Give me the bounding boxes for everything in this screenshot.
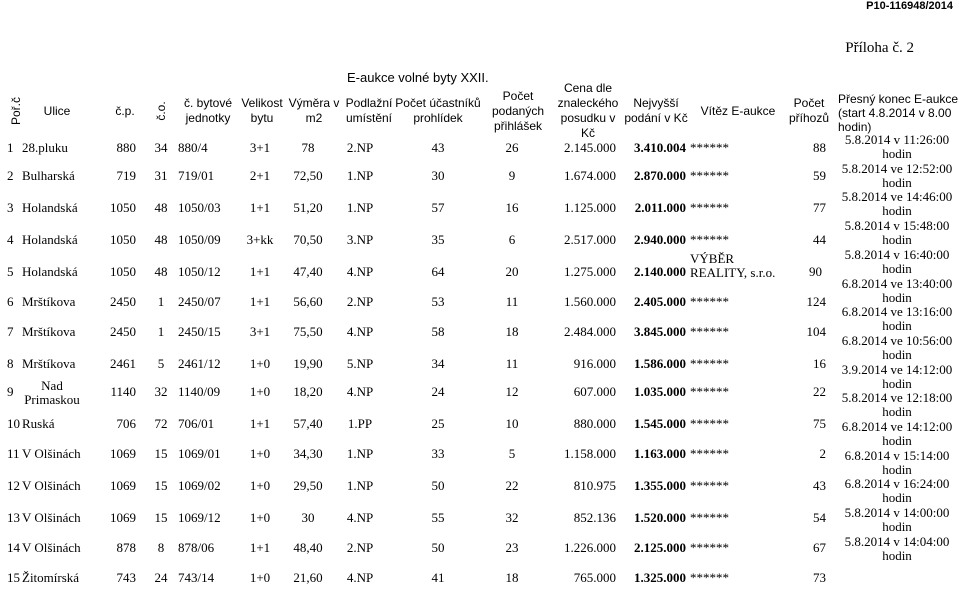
cell-vym: 51,20 bbox=[293, 200, 323, 215]
cell-cena: 852.136 bbox=[573, 510, 616, 525]
table-row bbox=[0, 162, 836, 190]
cell-uc: 64 bbox=[431, 264, 445, 279]
cell-cp: 1069 bbox=[110, 446, 136, 461]
cell-prih: 22 bbox=[813, 384, 826, 399]
cell-pr: 18 bbox=[505, 324, 519, 339]
table-row bbox=[0, 534, 836, 562]
cell-prih: 67 bbox=[813, 540, 826, 555]
cell-cp: 719 bbox=[116, 168, 136, 183]
cell-nej: 2.940.000 bbox=[634, 232, 686, 247]
cell-vym: 18,20 bbox=[293, 384, 323, 399]
table-row bbox=[0, 251, 836, 286]
table-row bbox=[0, 194, 836, 222]
cell-pod: 4.NP bbox=[346, 324, 374, 339]
cell-cp: 878 bbox=[116, 540, 136, 555]
cell-vitez: ****** bbox=[690, 200, 729, 215]
cell-cbj: 1069/02 bbox=[178, 478, 221, 493]
auction-end-datetime: 5.8.2014 v 11:26:00 bbox=[844, 132, 950, 147]
cell-nej: 3.845.000 bbox=[634, 324, 686, 339]
cell-pr: 18 bbox=[505, 570, 519, 585]
table-row bbox=[0, 134, 836, 162]
cell-pod: 3.NP bbox=[346, 232, 374, 247]
cell-ulice: Ruská bbox=[22, 416, 55, 431]
cell-prih: 43 bbox=[813, 478, 826, 493]
cell-n: 9 bbox=[7, 384, 14, 399]
cell-pod: 2.NP bbox=[346, 540, 374, 555]
cell-prih: 59 bbox=[813, 168, 826, 183]
table-title: E-aukce volné byty XXII. bbox=[347, 70, 489, 85]
cell-n: 12 bbox=[7, 478, 20, 493]
cell-nej: 1.586.000 bbox=[634, 356, 686, 371]
cell-nej: 2.405.000 bbox=[634, 294, 686, 309]
cell-vel: 1+1 bbox=[249, 294, 271, 309]
cell-prih: 2 bbox=[819, 446, 826, 461]
auction-end-datetime: 3.9.2014 ve 14:12:00 bbox=[841, 361, 953, 377]
cell-co: 34 bbox=[154, 140, 168, 155]
table-row bbox=[0, 318, 836, 346]
cell-uc: 57 bbox=[431, 200, 445, 215]
cell-vitez: ****** bbox=[690, 570, 729, 585]
cell-pod: 1.NP bbox=[346, 478, 374, 493]
header-velikost: Velikost bytu bbox=[241, 96, 283, 125]
cell-prih: 54 bbox=[813, 510, 826, 525]
cell-vym: 47,40 bbox=[293, 264, 323, 279]
cell-ulice: Mrštíkova bbox=[22, 324, 76, 339]
cell-cbj: 1069/12 bbox=[178, 510, 221, 525]
cell-cbj: 1069/01 bbox=[178, 446, 221, 461]
cell-cena: 1.275.000 bbox=[564, 264, 616, 279]
auction-end-hodin: hodin bbox=[882, 203, 912, 219]
auction-end-hodin: hodin bbox=[882, 490, 912, 506]
cell-cena: 2.517.000 bbox=[564, 232, 616, 247]
cell-cp: 1050 bbox=[110, 200, 136, 215]
cell-co: 1 bbox=[157, 294, 165, 309]
cell-uc: 41 bbox=[431, 570, 445, 585]
cell-pr: 20 bbox=[505, 264, 519, 279]
cell-ulice: V Olšinách bbox=[22, 478, 81, 493]
auction-end-hodin: hodin bbox=[882, 232, 912, 248]
cell-vym: 21,60 bbox=[293, 570, 323, 585]
cell-co: 72 bbox=[154, 416, 168, 431]
table-row bbox=[0, 350, 836, 378]
cell-cena: 1.125.000 bbox=[564, 200, 616, 215]
cell-co: 8 bbox=[157, 540, 165, 555]
header-ucastniku: Počet účastníků prohlídek bbox=[395, 96, 481, 125]
header-vymera: Výměra v m2 bbox=[288, 96, 340, 125]
auction-end-hodin: hodin bbox=[882, 289, 912, 305]
auction-end-hodin: hodin bbox=[882, 547, 912, 563]
cell-cp: 2461 bbox=[110, 356, 136, 371]
cell-vitez: ****** bbox=[690, 540, 729, 555]
cell-pod: 4.NP bbox=[346, 384, 374, 399]
cell-pod: 1.NP bbox=[346, 168, 374, 183]
cell-n: 1 bbox=[7, 140, 14, 155]
header-cena: Cena dle znaleckého posudku v Kč bbox=[557, 81, 619, 140]
cell-n: 11 bbox=[7, 446, 20, 461]
table-row bbox=[0, 226, 836, 254]
cell-cena: 1.158.000 bbox=[564, 446, 616, 461]
cell-co: 5 bbox=[157, 356, 165, 371]
auction-end-datetime: 6.8.2014 ve 13:16:00 bbox=[841, 304, 953, 320]
cell-n: 4 bbox=[7, 232, 14, 247]
cell-n: 14 bbox=[7, 540, 20, 555]
cell-uc: 43 bbox=[431, 140, 445, 155]
cell-cbj: 2461/12 bbox=[178, 356, 221, 371]
cell-vitez: ****** bbox=[690, 416, 729, 431]
cell-co: 48 bbox=[154, 200, 168, 215]
cell-uc: 24 bbox=[431, 384, 445, 399]
document-id: P10-116948/2014 bbox=[866, 0, 953, 12]
auction-end-datetime: 5.8.2014 v 16:40:00 bbox=[844, 246, 950, 262]
cell-vym: 75,50 bbox=[293, 324, 323, 339]
cell-vel: 1+0 bbox=[249, 478, 271, 493]
cell-uc: 53 bbox=[431, 294, 445, 309]
cell-cbj: 743/14 bbox=[178, 570, 215, 585]
cell-uc: 35 bbox=[431, 232, 445, 247]
cell-cp: 1069 bbox=[110, 510, 136, 525]
cell-cena: 916.000 bbox=[573, 356, 616, 371]
cell-uc: 50 bbox=[431, 478, 445, 493]
cell-co: 15 bbox=[154, 446, 168, 461]
cell-pr: 12 bbox=[505, 384, 519, 399]
cell-vitez: ****** bbox=[690, 324, 729, 339]
cell-cp: 743 bbox=[116, 570, 136, 585]
cell-pod: 1.NP bbox=[346, 446, 374, 461]
cell-vitez: ****** bbox=[690, 384, 729, 399]
header-por: Poř.č bbox=[9, 97, 23, 126]
header-prihozu: Počet příhozů bbox=[788, 96, 830, 125]
cell-cp: 2450 bbox=[110, 324, 136, 339]
header-nejvyssi: Nejvyšší podání v Kč bbox=[624, 96, 688, 125]
cell-prih: 124 bbox=[806, 294, 826, 309]
auction-end-datetime: 6.8.2014 ve 13:40:00 bbox=[841, 275, 953, 291]
cell-n: 10 bbox=[7, 416, 20, 431]
auction-end-hodin: hodin bbox=[882, 433, 912, 448]
cell-co: 48 bbox=[154, 232, 168, 247]
auction-end-datetime: 6.8.2014 v 16:24:00 bbox=[844, 476, 950, 492]
cell-ulice: Holandská bbox=[22, 200, 78, 215]
cell-cbj: 1050/09 bbox=[178, 232, 221, 247]
cell-nej: 1.035.000 bbox=[634, 384, 686, 399]
cell-pr: 11 bbox=[505, 356, 519, 371]
cell-cbj: 2450/15 bbox=[178, 324, 221, 339]
cell-pr: 32 bbox=[505, 510, 519, 525]
table-row bbox=[0, 504, 836, 532]
auction-end-hodin: hodin bbox=[882, 146, 912, 161]
cell-nej: 2.870.000 bbox=[634, 168, 686, 183]
cell-prih: 88 bbox=[813, 140, 826, 155]
cell-cp: 1140 bbox=[110, 384, 136, 399]
cell-vitez: ****** bbox=[690, 510, 729, 525]
cell-vitez: ****** bbox=[690, 446, 729, 461]
cell-prih: 73 bbox=[813, 570, 826, 585]
cell-nej: 1.545.000 bbox=[634, 416, 686, 431]
cell-co: 24 bbox=[154, 570, 168, 585]
cell-cena: 1.674.000 bbox=[564, 168, 616, 183]
cell-vel: 1+0 bbox=[249, 356, 271, 371]
cell-pr: 10 bbox=[505, 416, 519, 431]
auction-end-datetime: 5.8.2014 ve 14:46:00 bbox=[841, 189, 953, 205]
cell-prih: 77 bbox=[813, 200, 826, 215]
cell-pr: 16 bbox=[505, 200, 519, 215]
cell-cena: 2.145.000 bbox=[564, 140, 616, 155]
cell-pr: 5 bbox=[508, 446, 516, 461]
cell-n: 2 bbox=[7, 168, 14, 183]
cell-cena: 1.226.000 bbox=[564, 540, 616, 555]
cell-ulice: 28.pluku bbox=[22, 140, 68, 155]
cell-vitez: ****** bbox=[690, 356, 729, 371]
cell-pr: 22 bbox=[505, 478, 519, 493]
table-row bbox=[0, 288, 836, 316]
cell-vym: 48,40 bbox=[293, 540, 323, 555]
cell-n: 5 bbox=[7, 264, 14, 279]
auction-end-hodin: hodin bbox=[882, 174, 912, 190]
cell-vym: 34,30 bbox=[293, 446, 323, 461]
cell-pr: 26 bbox=[505, 140, 519, 155]
header-prihlasek: Počet podaných přihlášek bbox=[491, 88, 545, 133]
cell-nej: 2.011.000 bbox=[634, 200, 686, 215]
cell-vel: 2+1 bbox=[249, 168, 271, 183]
cell-co: 15 bbox=[154, 478, 168, 493]
cell-uc: 33 bbox=[431, 446, 445, 461]
auction-end-datetime: 5.8.2014 v 14:00:00 bbox=[844, 505, 950, 521]
auction-end-datetime: 6.8.2014 ve 14:12:00 bbox=[841, 419, 953, 434]
appendix-label: Příloha č. 2 bbox=[845, 40, 914, 56]
cell-cena: 607.000 bbox=[573, 384, 616, 399]
header-konec: Přesný konec E-aukce (start 4.8.2014 v 8.00 hodin) bbox=[838, 92, 959, 134]
cell-cena: 1.560.000 bbox=[564, 294, 616, 309]
cell-uc: 34 bbox=[431, 356, 445, 371]
auction-end-hodin: hodin bbox=[882, 346, 912, 362]
cell-vitez: ****** bbox=[690, 168, 729, 183]
cell-cp: 1069 bbox=[110, 478, 136, 493]
auction-end-datetime: 5.8.2014 v 15:48:00 bbox=[844, 218, 950, 234]
cell-ulice: Holandská bbox=[22, 232, 78, 247]
cell-pr: 9 bbox=[508, 168, 516, 183]
cell-cbj: 1050/12 bbox=[178, 264, 221, 279]
cell-n: 7 bbox=[7, 324, 14, 339]
cell-co: 32 bbox=[154, 384, 168, 399]
cell-vitez: ****** bbox=[690, 140, 729, 155]
cell-cp: 2450 bbox=[110, 294, 136, 309]
cell-ulice: Bulharská bbox=[22, 168, 75, 183]
cell-prih: 44 bbox=[813, 232, 826, 247]
cell-pod: 4.NP bbox=[346, 510, 374, 525]
header-cbj: č. bytové jednotky bbox=[183, 96, 233, 125]
cell-nej: 1.355.000 bbox=[634, 478, 686, 493]
cell-cbj: 706/01 bbox=[178, 416, 215, 431]
auction-end-datetime: 6.8.2014 v 15:14:00 bbox=[844, 447, 950, 463]
cell-pr: 6 bbox=[508, 232, 516, 247]
cell-cena: 765.000 bbox=[573, 570, 616, 585]
cell-ulice: Mrštíkova bbox=[22, 356, 76, 371]
cell-nej: 2.140.000 bbox=[634, 264, 686, 279]
cell-vel: 1+1 bbox=[249, 540, 271, 555]
cell-nej: 1.325.000 bbox=[634, 570, 686, 585]
auction-end-datetime: 5.8.2014 ve 12:52:00 bbox=[841, 160, 953, 176]
cell-vym: 70,50 bbox=[293, 232, 323, 247]
cell-vitez: ****** bbox=[690, 232, 729, 247]
auction-end-hodin: hodin bbox=[882, 461, 912, 477]
cell-vel: 3+kk bbox=[246, 232, 274, 247]
cell-vym: 29,50 bbox=[293, 478, 323, 493]
table-row bbox=[0, 440, 836, 468]
auction-end-hodin: hodin bbox=[882, 318, 912, 334]
cell-nej: 1.163.000 bbox=[634, 446, 686, 461]
auction-end-hodin: hodin bbox=[882, 404, 912, 420]
cell-n: 15 bbox=[7, 570, 20, 585]
cell-pod: 4.NP bbox=[346, 264, 374, 279]
cell-co: 31 bbox=[154, 168, 168, 183]
cell-cbj: 878/06 bbox=[178, 540, 215, 555]
cell-pr: 11 bbox=[505, 294, 519, 309]
cell-uc: 30 bbox=[431, 168, 445, 183]
cell-vym: 56,60 bbox=[293, 294, 323, 309]
auction-end-datetime: 6.8.2014 ve 10:56:00 bbox=[841, 332, 953, 348]
cell-cp: 1050 bbox=[110, 264, 136, 279]
header-co: č.o. bbox=[154, 101, 168, 121]
table-row bbox=[0, 378, 836, 406]
cell-ulice: Mrštíkova bbox=[22, 294, 76, 309]
auction-end-hodin: hodin bbox=[882, 519, 912, 535]
cell-vym: 78 bbox=[301, 140, 315, 155]
auction-end-hodin: hodin bbox=[882, 260, 912, 276]
cell-uc: 58 bbox=[431, 324, 445, 339]
cell-vel: 3+1 bbox=[249, 324, 271, 339]
cell-co: 48 bbox=[154, 264, 168, 279]
cell-pod: 4.NP bbox=[346, 570, 374, 585]
cell-vym: 57,40 bbox=[293, 416, 323, 431]
cell-cena: 880.000 bbox=[573, 416, 616, 431]
cell-cena: 810.975 bbox=[573, 478, 616, 493]
cell-pod: 5.NP bbox=[346, 356, 374, 371]
cell-n: 13 bbox=[7, 510, 20, 525]
cell-vitez: VÝBĚR REALITY, s.r.o. bbox=[690, 251, 776, 280]
header-vitez: Vítěz E-aukce bbox=[700, 103, 776, 118]
cell-pod: 1.NP bbox=[346, 200, 374, 215]
header-cp: č.p. bbox=[115, 103, 135, 118]
cell-ulice: Nad Primaskou bbox=[24, 378, 80, 407]
cell-vym: 19,90 bbox=[293, 356, 323, 371]
cell-vitez: ****** bbox=[690, 294, 729, 309]
cell-vel: 1+1 bbox=[249, 264, 271, 279]
cell-cena: 2.484.000 bbox=[564, 324, 616, 339]
cell-co: 1 bbox=[157, 324, 165, 339]
cell-pod: 2.NP bbox=[346, 140, 374, 155]
cell-vym: 30 bbox=[301, 510, 315, 525]
header-podlazi: Podlažní umístění bbox=[345, 96, 393, 125]
cell-vel: 1+0 bbox=[249, 570, 271, 585]
table-row bbox=[0, 410, 836, 438]
cell-vel: 1+0 bbox=[249, 510, 271, 525]
cell-pod: 1.PP bbox=[347, 416, 373, 431]
cell-uc: 55 bbox=[431, 510, 445, 525]
cell-pod: 2.NP bbox=[346, 294, 374, 309]
auction-end-hodin: hodin bbox=[882, 375, 912, 391]
cell-ulice: V Olšinách bbox=[22, 446, 81, 461]
table-row bbox=[0, 564, 836, 592]
cell-prih: 16 bbox=[813, 356, 826, 371]
table-row bbox=[0, 472, 836, 500]
cell-nej: 3.410.004 bbox=[634, 140, 686, 155]
cell-vel: 1+1 bbox=[249, 416, 271, 431]
header-ulice: Ulice bbox=[43, 103, 71, 118]
cell-vym: 72,50 bbox=[293, 168, 323, 183]
cell-cbj: 719/01 bbox=[178, 168, 215, 183]
cell-cbj: 1140/09 bbox=[178, 384, 221, 399]
cell-uc: 25 bbox=[431, 416, 445, 431]
cell-n: 8 bbox=[7, 356, 14, 371]
cell-prih: 90 bbox=[809, 264, 822, 279]
cell-vel: 3+1 bbox=[249, 140, 271, 155]
cell-vel: 1+0 bbox=[249, 446, 271, 461]
cell-uc: 50 bbox=[431, 540, 445, 555]
cell-cp: 1050 bbox=[110, 232, 136, 247]
cell-ulice: V Olšinách bbox=[22, 510, 81, 525]
cell-vel: 1+0 bbox=[249, 384, 271, 399]
cell-ulice: Žitomírská bbox=[22, 570, 80, 585]
cell-nej: 2.125.000 bbox=[634, 540, 686, 555]
cell-co: 15 bbox=[154, 510, 168, 525]
cell-vitez: ****** bbox=[690, 478, 729, 493]
cell-ulice: V Olšinách bbox=[22, 540, 81, 555]
cell-cbj: 2450/07 bbox=[178, 294, 221, 309]
cell-ulice: Holandská bbox=[22, 264, 78, 279]
auction-end-datetime: 5.8.2014 ve 12:18:00 bbox=[841, 390, 953, 406]
cell-nej: 1.520.000 bbox=[634, 510, 686, 525]
cell-prih: 104 bbox=[806, 324, 826, 339]
cell-pr: 23 bbox=[505, 540, 519, 555]
cell-n: 6 bbox=[7, 294, 14, 309]
cell-vel: 1+1 bbox=[249, 200, 271, 215]
cell-cp: 880 bbox=[116, 140, 136, 155]
auction-end-datetime: 5.8.2014 v 14:04:00 bbox=[844, 533, 950, 549]
cell-cp: 706 bbox=[116, 416, 136, 431]
cell-cbj: 880/4 bbox=[178, 140, 208, 155]
cell-cbj: 1050/03 bbox=[178, 200, 221, 215]
cell-n: 3 bbox=[7, 200, 14, 215]
cell-prih: 75 bbox=[813, 416, 826, 431]
